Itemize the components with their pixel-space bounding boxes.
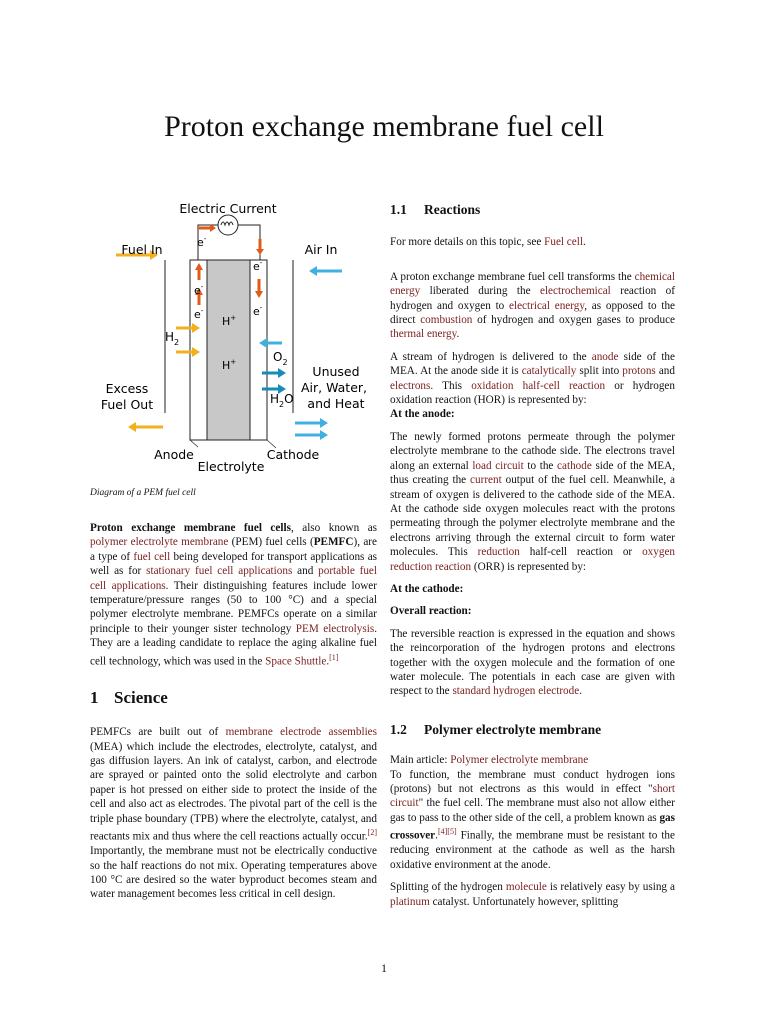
link-cathode[interactable]: cathode bbox=[557, 459, 592, 472]
page-number: 1 bbox=[381, 961, 387, 975]
membrane-paragraph-2: Splitting of the hydrogen molecule is relatively easy by using a platinum catalyst. Unfortunately however, splitting bbox=[390, 881, 675, 908]
membrane-paragraph-1: To function, the membrane must conduct hydrogen ions (protons) but not electrons as this would in effect "short circuit" the fuel cell. The membrane must also not allow either gas to pass to the other side of the cell, a problem known as gas crossover.[4][5] Finally, the membrane must be resistant to the reducing environment at the cathode as well as the harsh oxidative environment at the anode. bbox=[390, 768, 675, 871]
link-standard-hydrogen-electrode[interactable]: standard hydrogen electrode bbox=[452, 685, 580, 698]
svg-text:e-: e- bbox=[194, 307, 204, 321]
reactions-paragraph-3: The newly formed protons permeate through the polymer electrolyte membrane to the cathode side. The electrons travel along an external load circuit to the cathode side of the MEA, thus creating the current output of the fuel cell. Meanwhile, a stream of oxygen is delivered to the cathode side of the MEA. At the cathode side oxygen molecules react with the protons permeating through the polymer electrolyte membrane and the electrons arriving through the external circuit to form water molecules. This reduction half-cell reaction or oxygen reduction reaction (ORR) is represented by: bbox=[390, 430, 675, 573]
left-column bbox=[90, 521, 377, 910]
label-air-in: Air In bbox=[304, 242, 338, 257]
page-title: Proton exchange membrane fuel cell bbox=[164, 110, 604, 143]
link-pem-electrolysis[interactable]: PEM electrolysis bbox=[295, 622, 375, 635]
subsection-heading-reactions: 1.1 Reactions bbox=[390, 202, 481, 217]
link-oxidation-half-cell[interactable]: oxidation half-cell reaction bbox=[471, 379, 606, 392]
figure-caption: Diagram of a PEM fuel cell bbox=[90, 488, 196, 498]
ref-4-5[interactable]: [4][5] bbox=[437, 827, 457, 837]
label-cathode: Cathode bbox=[266, 447, 320, 462]
ref-2[interactable]: [2] bbox=[367, 828, 377, 838]
svg-text:H+: H+ bbox=[222, 358, 237, 372]
see-also-note: For more details on this topic, see Fuel cell. bbox=[390, 236, 586, 249]
link-stationary-fuel-cell[interactable]: stationary fuel cell applications bbox=[146, 565, 293, 578]
link-short-circuit[interactable]: short circuit bbox=[390, 783, 675, 810]
link-portable-fuel-cell[interactable]: portable fuel cell applications bbox=[90, 565, 377, 592]
link-fuel-cell[interactable]: fuel cell bbox=[133, 550, 171, 563]
svg-text:e-: e- bbox=[194, 283, 204, 297]
at-cathode-label: At the cathode: bbox=[390, 582, 464, 595]
link-chemical-energy[interactable]: chemical energy bbox=[390, 270, 675, 298]
link-reduction[interactable]: reduction bbox=[477, 546, 520, 559]
circuit-wire-right bbox=[238, 225, 260, 260]
link-load-circuit[interactable]: load circuit bbox=[472, 459, 524, 472]
link-electrical-energy[interactable]: electrical energy bbox=[509, 299, 585, 312]
label-h2o: $H_2O$ bbox=[270, 392, 294, 409]
link-combustion[interactable]: combustion bbox=[420, 314, 473, 327]
reactions-paragraph-4: The reversible reaction is expressed in the equation and shows the reincorporation of the hydrogen protons and electrons together with the oxygen molecule and the formation of one water molecule. The potentials in each case are given with respect to the standard hydrogen electrode. bbox=[390, 627, 675, 698]
pem-fuel-cell-diagram bbox=[90, 195, 380, 480]
link-platinum[interactable]: platinum bbox=[390, 895, 430, 908]
label-electrolyte: Electrolyte bbox=[197, 459, 265, 474]
reactions-paragraph-2: A stream of hydrogen is delivered to the anode side of the MEA. At the anode side it is catalytically split into protons and electrons. This oxidation half-cell reaction or hydrogen oxidation reaction (HOR) is represented by: bbox=[390, 350, 675, 407]
link-fuel-cell-main[interactable]: Fuel cell bbox=[544, 236, 583, 249]
label-anode: Anode bbox=[154, 447, 194, 462]
link-polymer-electrolyte-membrane[interactable]: polymer electrolyte membrane bbox=[90, 536, 229, 549]
link-current[interactable]: current bbox=[470, 474, 502, 487]
subsection-heading-membrane: 1.2 Polymer electrolyte membrane bbox=[390, 721, 602, 737]
link-polymer-electrolyte-membrane-main[interactable]: Polymer electrolyte membrane bbox=[450, 754, 589, 767]
intro-paragraph: Proton exchange membrane fuel cells, also known as polymer electrolyte membrane (PEM) fuel cells (PEMFC), are a type of fuel cell being developed for transport applications as well as for stationary fuel cell applications and portable fuel cell applications. Their distinguishing features include lower temperature/pressure ranges (50 to 100 °C) and a special polymer electrolyte membrane. PEMFCs operate on a similar principle to their younger sister technology PEM electrolysis. They are a leading candidate to replace the aging alkaline fuel cell technology, which was used in the Space Shuttle.[1] bbox=[90, 522, 378, 668]
right-column bbox=[390, 203, 675, 917]
overall-reaction-label: Overall reaction: bbox=[390, 605, 472, 618]
link-mea[interactable]: membrane electrode assemblies bbox=[225, 726, 377, 739]
section-heading-science: 1 Science bbox=[90, 687, 168, 707]
link-thermal-energy[interactable]: thermal energy bbox=[390, 328, 457, 341]
svg-text:and Heat: and Heat bbox=[307, 396, 365, 411]
electrolyte-membrane bbox=[207, 260, 250, 440]
svg-text:e-: e- bbox=[253, 304, 263, 318]
svg-text:Air, Water,: Air, Water, bbox=[300, 380, 368, 395]
label-electric-current: Electric Current bbox=[179, 201, 277, 216]
science-paragraph: PEMFCs are built out of membrane electrode assemblies (MEA) which include the electrodes, electrolyte, catalyst, and gas diffusion layers. An ink of catalyst, carbon, and electrode are sprayed or painted onto the solid electrolyte and carbon paper is hot pressed on either side to protect the inside of the cell and also act as electrodes. The pivotal part of the cell is the triple phase boundary (TPB) where the electrolyte, catalyst, and reactants mix and thus where the cell reactions actually occur.[2] Importantly, the membrane must not be electrically conductive so the half reactions do not mix. Operating temperatures above 100 °C are desired so the water byproduct becomes steam and water management becomes less critical in cell design. bbox=[90, 726, 377, 901]
link-oxygen-reduction-reaction[interactable]: oxygen reduction reaction bbox=[390, 546, 675, 573]
label-excess-fuel: Excess bbox=[105, 381, 149, 396]
link-electrons[interactable]: electrons bbox=[390, 379, 431, 392]
label-h2: $H_2$ bbox=[165, 330, 180, 347]
link-protons[interactable]: protons bbox=[622, 365, 656, 378]
svg-text:e-: e- bbox=[197, 235, 207, 249]
load-coil-icon bbox=[218, 215, 238, 235]
link-molecule[interactable]: molecule bbox=[505, 881, 547, 894]
link-anode[interactable]: anode bbox=[591, 350, 619, 363]
ref-1[interactable]: [1] bbox=[329, 652, 339, 662]
link-electrochemical[interactable]: electrochemical bbox=[539, 285, 611, 298]
link-catalytically[interactable]: catalytically bbox=[521, 365, 577, 378]
label-unused: Unused bbox=[312, 364, 360, 379]
link-space-shuttle[interactable]: Space Shuttle bbox=[265, 655, 327, 668]
at-anode-label: At the anode: bbox=[390, 408, 455, 421]
svg-text:e-: e- bbox=[253, 259, 263, 273]
svg-text:Fuel Out: Fuel Out bbox=[100, 397, 154, 412]
label-fuel-in: Fuel In bbox=[121, 242, 163, 257]
main-article-note: Main article: Polymer electrolyte membrane bbox=[390, 754, 589, 767]
label-o2: $O_2$ bbox=[273, 350, 288, 367]
svg-text:H+: H+ bbox=[222, 314, 237, 328]
reactions-paragraph-1: A proton exchange membrane fuel cell transforms the chemical energy liberated during the electrochemical reaction of hydrogen and oxygen to electrical energy, as opposed to the direct combustion of hydrogen and oxygen gases to produce thermal energy. bbox=[390, 270, 676, 341]
